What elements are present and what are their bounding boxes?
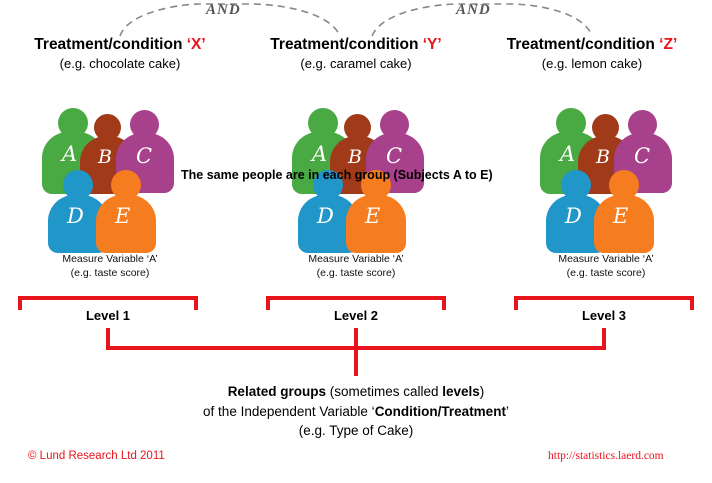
caption-plain-2-end: ’ bbox=[505, 403, 509, 419]
measure-text-3 bbox=[506, 252, 706, 280]
level-bracket-bar-3 bbox=[514, 296, 694, 300]
measure-line1-3: Measure Variable ‘A’ bbox=[558, 253, 654, 265]
and-label-2: AND bbox=[456, 2, 491, 18]
person-letter-c-2: C bbox=[386, 144, 403, 168]
level-bracket-1 bbox=[18, 296, 198, 328]
people-cluster-1 bbox=[38, 108, 178, 238]
caption-plain-2: of the Independent Variable ‘ bbox=[203, 403, 375, 419]
caption-bold-related-groups: Related groups bbox=[227, 384, 326, 399]
person-letter-b-1: B bbox=[98, 146, 112, 168]
bottom-caption bbox=[0, 382, 712, 441]
people-cluster-3 bbox=[536, 108, 676, 238]
caption-line-2 bbox=[0, 402, 712, 422]
group-subtitle-2: (e.g. caramel cake) bbox=[300, 56, 412, 71]
copyright-text: © Lund Research Ltd 2011 bbox=[28, 450, 165, 462]
level-bracket-bar-2 bbox=[266, 296, 446, 300]
caption-bold-levels: levels bbox=[442, 384, 480, 399]
level-bracket-bar-1 bbox=[18, 296, 198, 300]
group-heading-1 bbox=[0, 36, 240, 71]
level-label-3: Level 3 bbox=[581, 308, 627, 323]
person-letter-a-2: A bbox=[312, 142, 328, 166]
combiner-drop-3 bbox=[602, 328, 606, 346]
measure-text-1 bbox=[10, 252, 210, 280]
person-letter-e-3: E bbox=[613, 204, 629, 228]
group-title-1 bbox=[0, 36, 240, 54]
caption-line-3: (e.g. Type of Cake) bbox=[298, 423, 414, 439]
group-subtitle-1: (e.g. chocolate cake) bbox=[59, 56, 181, 71]
person-letter-a-3: A bbox=[560, 142, 576, 166]
group-heading-2 bbox=[236, 36, 476, 71]
caption-plain-1: (sometimes called bbox=[325, 384, 443, 399]
combiner-stem bbox=[354, 350, 358, 376]
group-title-highlight-3: ‘Z’ bbox=[659, 36, 678, 53]
group-title-prefix-2: Treatment/condition bbox=[270, 36, 423, 53]
group-heading-3 bbox=[472, 36, 712, 71]
combiner-drop-2 bbox=[354, 328, 358, 346]
person-letter-c-3: C bbox=[634, 144, 651, 168]
level-label-1: Level 1 bbox=[85, 308, 131, 323]
person-letter-b-3: B bbox=[596, 146, 610, 168]
group-title-3 bbox=[472, 36, 712, 54]
person-letter-a-1: A bbox=[62, 142, 78, 166]
and-connector-arcs bbox=[0, 0, 712, 40]
caption-bold-condition: Condition/Treatment bbox=[374, 403, 506, 419]
group-subtitle-3: (e.g. lemon cake) bbox=[541, 56, 643, 71]
measure-line2-3: (e.g. taste score) bbox=[566, 267, 646, 280]
level-bracket-3 bbox=[514, 296, 694, 328]
person-letter-d-2: D bbox=[317, 204, 334, 228]
measure-text-2 bbox=[256, 252, 456, 280]
caption-line-1 bbox=[0, 382, 712, 402]
measure-line1-2: Measure Variable ‘A’ bbox=[308, 253, 404, 265]
measure-line2-1: (e.g. taste score) bbox=[70, 267, 150, 280]
person-letter-e-2: E bbox=[365, 204, 381, 228]
group-title-prefix-3: Treatment/condition bbox=[506, 36, 660, 53]
group-title-2 bbox=[236, 36, 476, 54]
person-letter-e-1: E bbox=[115, 204, 131, 228]
source-url[interactable]: http://statistics.laerd.com bbox=[548, 450, 664, 462]
and-label-1: AND bbox=[206, 2, 241, 18]
caption-plain-1-end: ) bbox=[479, 384, 485, 399]
level-bracket-2 bbox=[266, 296, 446, 328]
group-title-prefix-1: Treatment/condition bbox=[34, 36, 187, 53]
same-people-note: The same people are in each group (Subjects A to E) bbox=[181, 168, 493, 182]
level-label-2: Level 2 bbox=[333, 308, 379, 323]
group-title-highlight-2: ‘Y’ bbox=[422, 36, 442, 53]
person-letter-c-1: C bbox=[136, 144, 153, 168]
group-title-highlight-1: ‘X’ bbox=[186, 36, 206, 53]
measure-line2-2: (e.g. taste score) bbox=[316, 267, 396, 280]
person-letter-d-3: D bbox=[565, 204, 582, 228]
person-letter-d-1: D bbox=[67, 204, 84, 228]
measure-line1-1: Measure Variable ‘A’ bbox=[62, 253, 158, 265]
combiner-drop-1 bbox=[106, 328, 110, 346]
person-letter-b-2: B bbox=[348, 146, 362, 168]
